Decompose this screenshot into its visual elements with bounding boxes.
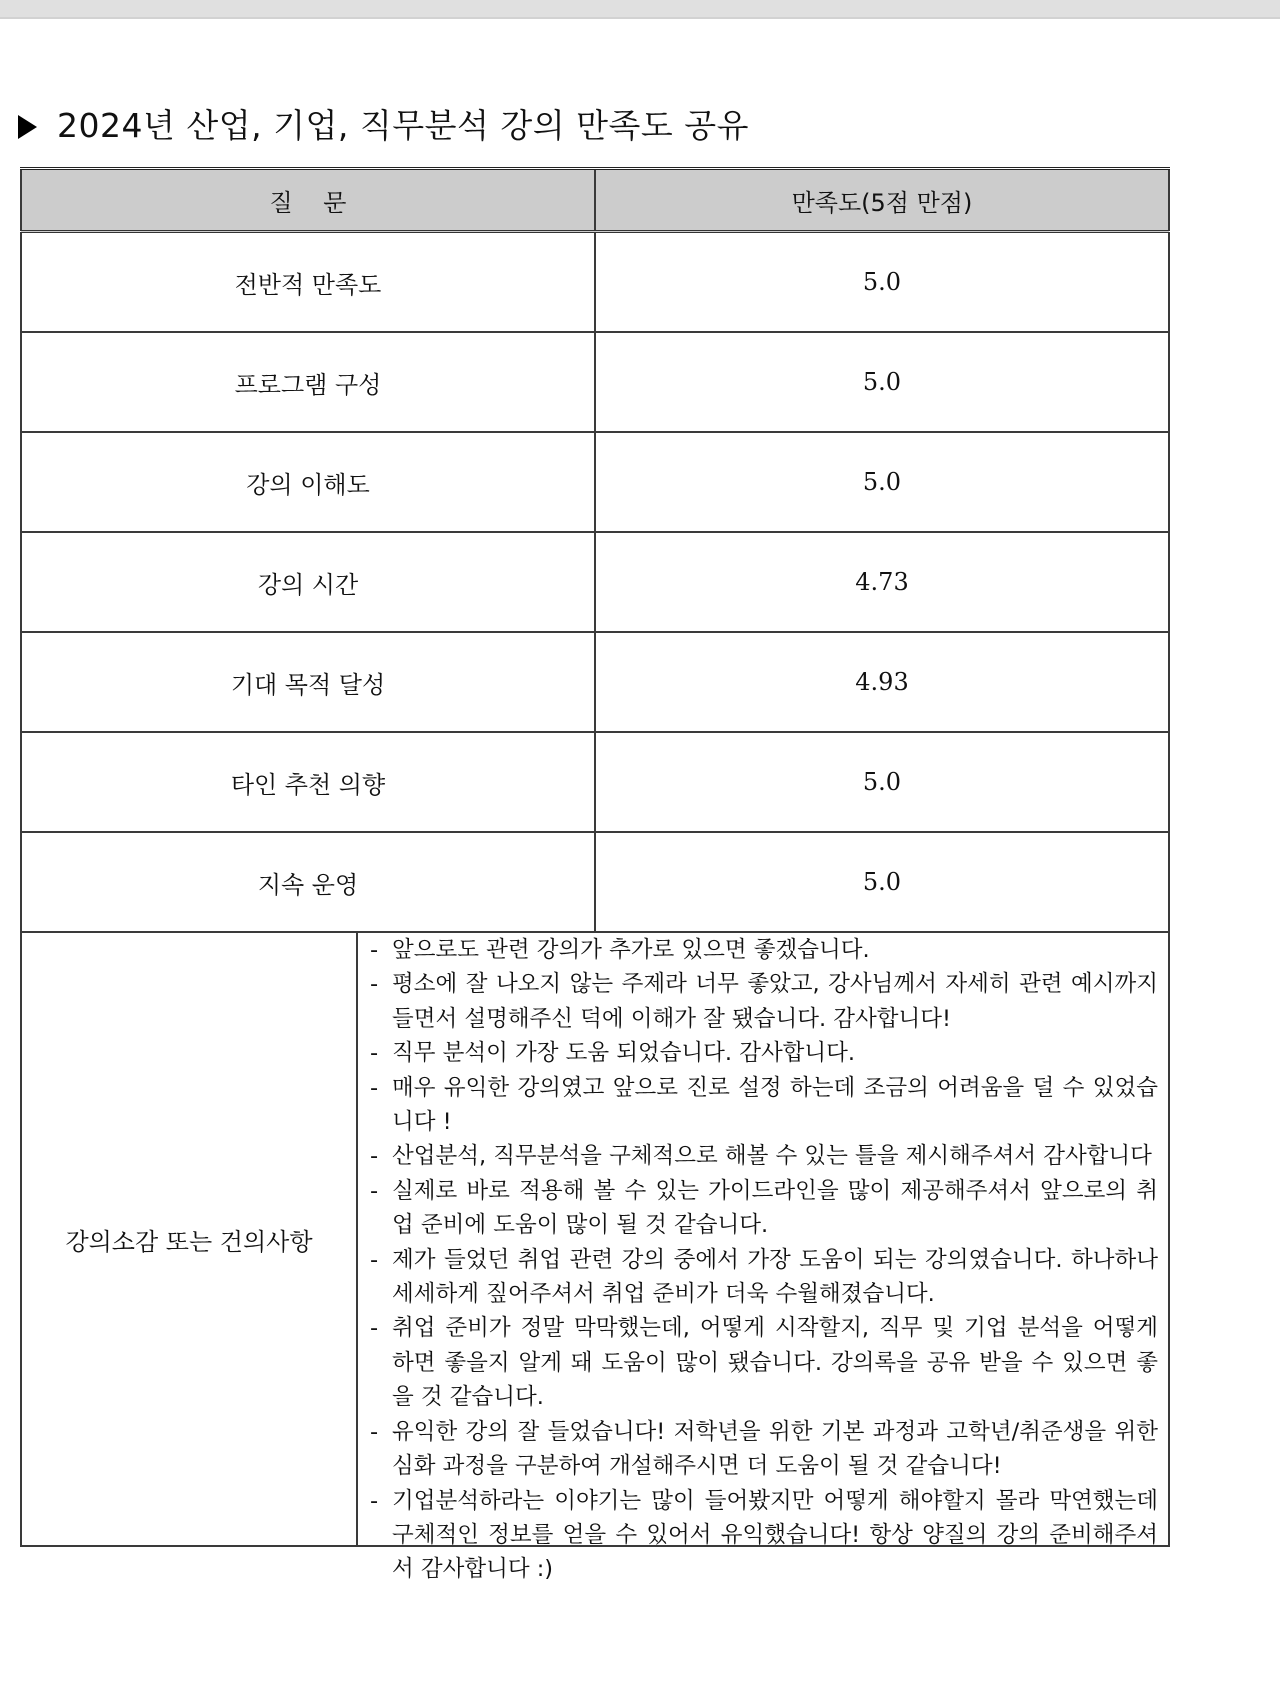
- score-cell: 5.0: [595, 432, 1169, 532]
- page-title-text: 2024년 산업, 기업, 직무분석 강의 만족도 공유: [57, 106, 749, 145]
- score-cell: 4.73: [595, 532, 1169, 632]
- header-question-label: 질 문: [269, 188, 347, 217]
- score-cell: 4.93: [595, 632, 1169, 732]
- satisfaction-table: [20, 167, 1170, 1583]
- comment-item: - 실제로 바로 적용해 볼 수 있는 가이드라인을 많이 제공해주셔서 앞으로의 취업 준비에 도움이 많이 될 것 같습니다.: [370, 1174, 1158, 1243]
- comment-item: - 제가 들었던 취업 관련 강의 중에서 가장 도움이 되는 강의였습니다. 하나하나 세세하게 짚어주셔서 취업 준비가 더욱 수월해졌습니다.: [370, 1243, 1158, 1312]
- table-row: [21, 832, 1169, 932]
- comments-list: [358, 933, 1168, 1583]
- comment-item: - 산업분석, 직무분석을 구체적으로 해볼 수 있는 틀을 제시해주셔서 감사합니다: [370, 1139, 1158, 1173]
- comment-item: - 매우 유익한 강의였고 앞으로 진로 설정 하는데 조금의 어려움을 덜 수 있었습니다 !: [370, 1071, 1158, 1140]
- page-title: [18, 104, 749, 148]
- score-cell: 5.0: [595, 832, 1169, 932]
- comment-item: - 유익한 강의 잘 들었습니다! 저학년을 위한 기본 과정과 고학년/취준생을 위한 심화 과정을 구분하여 개설해주시면 더 도움이 될 것 같습니다!: [370, 1415, 1158, 1484]
- table-row: [21, 732, 1169, 832]
- question-cell: 프로그램 구성: [21, 332, 595, 432]
- question-cell: 강의 이해도: [21, 432, 595, 532]
- comment-item: - 평소에 잘 나오지 않는 주제라 너무 좋았고, 강사님께서 자세히 관련 예시까지 들면서 설명해주신 덕에 이해가 잘 됐습니다. 감사합니다!: [370, 967, 1158, 1036]
- comment-item: - 기업분석하라는 이야기는 많이 들어봤지만 어떻게 해야할지 몰라 막연했는데 구체적인 정보를 얻을 수 있어서 유익했습니다! 항상 양질의 강의 준비해주셔서 감사합니다 :): [370, 1484, 1158, 1587]
- score-cell: 5.0: [595, 732, 1169, 832]
- score-cell: 5.0: [595, 232, 1169, 333]
- table-row: [21, 532, 1169, 632]
- header-score: 만족도(5점 만점): [595, 169, 1169, 232]
- table-row: [21, 232, 1169, 333]
- comments-cell: [21, 932, 1169, 1583]
- header-question: [21, 169, 595, 232]
- table-row: [21, 632, 1169, 732]
- question-cell: 전반적 만족도: [21, 232, 595, 333]
- question-cell: 기대 목적 달성: [21, 632, 595, 732]
- question-cell: 강의 시간: [21, 532, 595, 632]
- table-row: [21, 432, 1169, 532]
- comments-label: 강의소감 또는 건의사항: [22, 933, 358, 1545]
- question-cell: 지속 운영: [21, 832, 595, 932]
- comments-row: [21, 932, 1169, 1546]
- table-row: [21, 332, 1169, 432]
- comment-item: - 취업 준비가 정말 막막했는데, 어떻게 시작할지, 직무 및 기업 분석을 어떻게 하면 좋을지 알게 돼 도움이 많이 됐습니다. 강의록을 공유 받을 수 있으면 좋을 것 같습니다.: [370, 1311, 1158, 1414]
- question-cell: 타인 추천 의향: [21, 732, 595, 832]
- score-cell: 5.0: [595, 332, 1169, 432]
- top-bar: [0, 0, 1280, 19]
- table-header-row: [21, 169, 1169, 232]
- triangle-right-icon: [18, 115, 37, 139]
- comment-item: - 앞으로도 관련 강의가 추가로 있으면 좋겠습니다.: [370, 933, 1158, 967]
- comment-item: - 직무 분석이 가장 도움 되었습니다. 감사합니다.: [370, 1036, 1158, 1070]
